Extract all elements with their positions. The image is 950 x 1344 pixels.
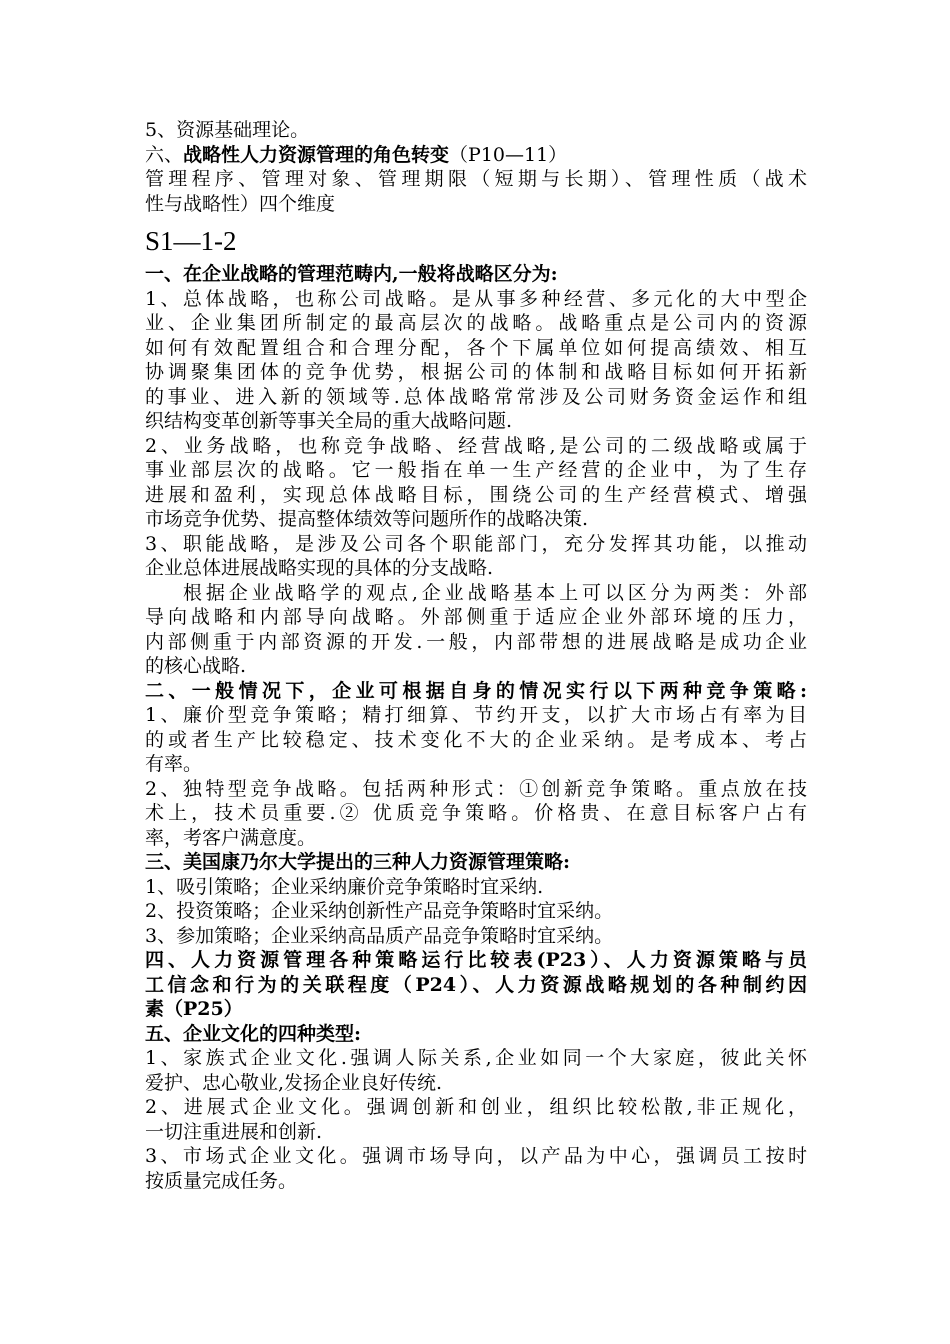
dimensions-line-2: 性与战略性）四个维度 [145, 192, 336, 215]
paragraph-line: 率，考客户满意度。 [145, 826, 317, 849]
heading-6-suffix: （P10—11） [449, 143, 568, 166]
heading-6-prefix: 六、 [145, 143, 184, 166]
paragraph-line: 2、业务战略，也称竞争战略、经营战略,是公司的二级战略或属于 [145, 434, 807, 457]
paragraph-line: 的事业、进入新的领域等.总体战略常常涉及公司财务资金运作和组 [145, 385, 807, 408]
paragraph-line: 2、独特型竞争战略。包括两种形式：①创新竞争策略。重点放在技 [145, 777, 807, 800]
paragraph-line: 导向战略和内部导向战略。外部侧重于适应企业外部环境的压力， [145, 606, 807, 628]
document-page [145, 118, 807, 1193]
heading-6 [145, 143, 807, 168]
part4-heading-line: 工信念和行为的关联程度（P24）、人力资源战略规划的各种制约因 [145, 973, 807, 996]
part5-heading: 五、企业文化的四种类型: [145, 1022, 362, 1045]
part3-heading: 三、美国康乃尔大学提出的三种人力资源管理策略: [145, 851, 571, 873]
dimensions-line-1: 管理程序、管理对象、管理期限（短期与长期）、管理性质（战术 [145, 168, 807, 190]
paragraph-line: 1、总体战略，也称公司战略。是从事多种经营、多元化的大中型企 [145, 287, 807, 310]
paragraph-line: 如何有效配置组合和合理分配，各个下属单位如何提高绩效、相互 [145, 336, 807, 359]
paragraph-line: 企业总体进展战略实现的具体的分支战略. [145, 557, 494, 579]
paragraph-line: 根据企业战略学的观点,企业战略基本上可以区分为两类：外部 [183, 581, 807, 604]
paragraph-line: 2、投资策略；企业采纳创新性产品竞争策略时宜采纳。 [145, 900, 614, 922]
paragraph-line: 3、参加策略；企业采纳高品质产品竞争策略时宜采纳。 [145, 924, 614, 947]
part2-heading: 二、一般情况下，企业可根据自身的情况实行以下两种竞争策略: [145, 679, 807, 702]
paragraph-line: 1、家族式企业文化.强调人际关系,企业如同一个大家庭，彼此关怀 [145, 1047, 807, 1069]
paragraph-line: 3、职能战略，是涉及公司各个职能部门，充分发挥其功能，以推动 [145, 532, 807, 555]
paragraph-line: 有率。 [145, 753, 203, 775]
paragraph-line: 按质量完成任务。 [145, 1169, 298, 1192]
paragraph-line: 1、吸引策略；企业采纳廉价竞争策略时宜采纳. [145, 875, 544, 898]
paragraph-line: 市场竞争优势、提高整体绩效等问题所作的战略决策. [145, 508, 589, 530]
paragraph-line: 进展和盈利，实现总体战略目标，围绕公司的生产经营模式、增强 [145, 483, 807, 506]
paragraph-line: 业、企业集团所制定的最高层次的战略。战略重点是公司内的资源 [145, 312, 807, 334]
paragraph-line: 织结构变革创新等事关全局的重大战略问题. [145, 410, 513, 432]
heading-6-bold: 战略性人力资源管理的角色转变 [183, 143, 450, 166]
paragraph-line: 1、廉价型竞争策略；精打细算、节约开支，以扩大市场占有率为目 [145, 704, 807, 726]
part1-heading: 一、在企业战略的管理范畴内,一般将战略区分为: [145, 263, 558, 285]
paragraph-line: 内部侧重于内部资源的开发.一般，内部带想的进展战略是成功企业 [145, 630, 807, 653]
paragraph-line: 2、进展式企业文化。强调创新和创业，组织比较松散,非正规化， [145, 1096, 807, 1118]
paragraph-line: 的或者生产比较稳定、技术变化不大的企业采纳。是考成本、考占 [145, 728, 807, 751]
paragraph-line: 爱护、忠心敬业,发扬企业良好传统. [145, 1071, 443, 1094]
paragraph-line: 术上，技术员重要.② 优质竞争策略。价格贵、在意目标客户占有 [145, 802, 807, 824]
paragraph-line: 3、市场式企业文化。强调市场导向，以产品为中心，强调员工按时 [145, 1145, 807, 1167]
part4-heading-line: 素（P25） [145, 998, 243, 1020]
part4-heading-line: 四、人力资源管理各种策略运行比较表(P23）、人力资源策略与员 [145, 949, 807, 971]
paragraph-line: 的核心战略. [145, 655, 247, 677]
paragraph-line: 事业部层次的战略。它一般指在单一生产经营的企业中，为了生存 [145, 459, 807, 481]
section-title: S1—1-2 [145, 226, 237, 256]
paragraph-line: 一切注重进展和创新. [145, 1120, 323, 1143]
intro-item-5: 5、资源基础理论。 [145, 119, 310, 141]
paragraph-line: 协调聚集团体的竞争优势，根据公司的体制和战略目标如何开拓新 [145, 361, 807, 383]
